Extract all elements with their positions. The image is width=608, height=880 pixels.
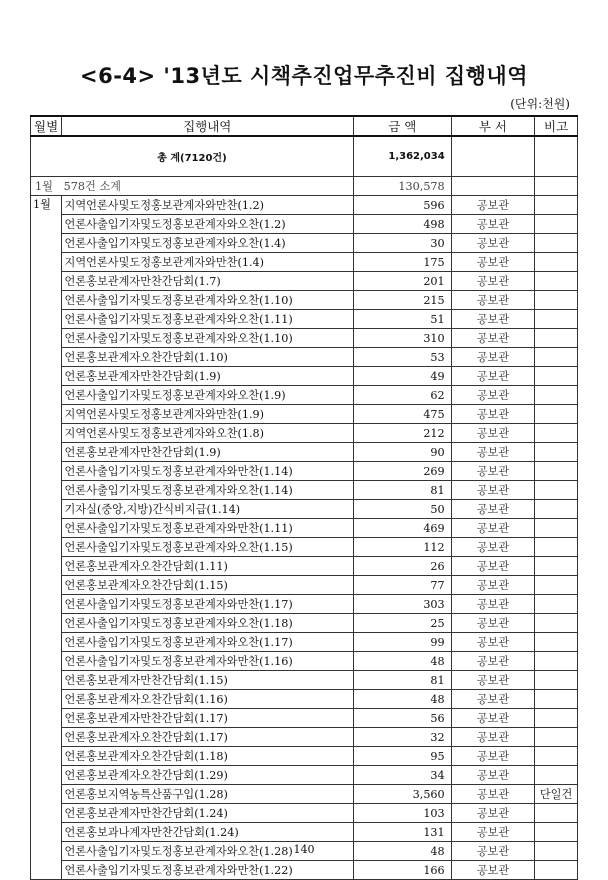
table-row xyxy=(31,690,578,709)
table-row xyxy=(31,310,578,329)
total-amount: 1,362,034 xyxy=(353,136,451,177)
amount-cell: 95 xyxy=(353,747,451,766)
item-cell: 언론사출입기자및도정홍보관계자와오찬(1.28) xyxy=(61,842,353,861)
table-row xyxy=(31,329,578,348)
note-cell xyxy=(535,481,578,500)
note-cell xyxy=(535,272,578,291)
unit-label: (단위:천원) xyxy=(510,97,570,111)
dept-cell: 공보관 xyxy=(451,747,535,766)
dept-cell: 공보관 xyxy=(451,405,535,424)
item-cell: 언론홍보관계자만찬간담회(1.9) xyxy=(61,367,353,386)
note-cell xyxy=(535,728,578,747)
note-cell xyxy=(535,215,578,234)
dept-cell: 공보관 xyxy=(451,690,535,709)
table-row xyxy=(31,367,578,386)
item-cell: 언론홍보관계자만찬간담회(1.7) xyxy=(61,272,353,291)
table-row xyxy=(31,291,578,310)
note-cell xyxy=(535,234,578,253)
amount-cell: 201 xyxy=(353,272,451,291)
dept-cell: 공보관 xyxy=(451,842,535,861)
table-row xyxy=(31,804,578,823)
amount-cell: 90 xyxy=(353,443,451,462)
dept-cell: 공보관 xyxy=(451,614,535,633)
dept-cell: 공보관 xyxy=(451,386,535,405)
header-item: 집행내역 xyxy=(61,116,353,136)
note-cell xyxy=(535,500,578,519)
dept-cell: 공보관 xyxy=(451,652,535,671)
dept-cell: 공보관 xyxy=(451,234,535,253)
amount-cell: 81 xyxy=(353,671,451,690)
note-cell xyxy=(535,538,578,557)
item-cell: 언론홍보관계자오찬간담회(1.15) xyxy=(61,576,353,595)
amount-cell: 48 xyxy=(353,690,451,709)
note-cell xyxy=(535,823,578,842)
dept-cell: 공보관 xyxy=(451,671,535,690)
table-row xyxy=(31,557,578,576)
amount-cell: 469 xyxy=(353,519,451,538)
note-cell xyxy=(535,386,578,405)
note-cell xyxy=(535,671,578,690)
table-row xyxy=(31,348,578,367)
header-note: 비고 xyxy=(535,116,578,136)
table-row xyxy=(31,443,578,462)
amount-cell: 30 xyxy=(353,234,451,253)
table-row xyxy=(31,538,578,557)
table-row xyxy=(31,215,578,234)
amount-cell: 112 xyxy=(353,538,451,557)
dept-cell: 공보관 xyxy=(451,595,535,614)
amount-cell: 475 xyxy=(353,405,451,424)
item-cell: 언론홍보관계자오찬간담회(1.29) xyxy=(61,766,353,785)
amount-cell: 51 xyxy=(353,310,451,329)
dept-cell: 공보관 xyxy=(451,557,535,576)
note-cell xyxy=(535,557,578,576)
table-row xyxy=(31,386,578,405)
dept-cell: 공보관 xyxy=(451,310,535,329)
dept-cell: 공보관 xyxy=(451,196,535,215)
item-cell: 언론사출입기자및도정홍보관계자와오찬(1.11) xyxy=(61,310,353,329)
item-cell: 언론사출입기자및도정홍보관계자와만찬(1.16) xyxy=(61,652,353,671)
dept-cell: 공보관 xyxy=(451,519,535,538)
item-cell: 언론사출입기자및도정홍보관계자와만찬(1.14) xyxy=(61,462,353,481)
table-row xyxy=(31,519,578,538)
item-cell: 언론사출입기자및도정홍보관계자와오찬(1.10) xyxy=(61,291,353,310)
dept-cell: 공보관 xyxy=(451,823,535,842)
amount-cell: 175 xyxy=(353,253,451,272)
item-cell: 언론홍보관계자만찬간담회(1.15) xyxy=(61,671,353,690)
amount-cell: 81 xyxy=(353,481,451,500)
table-row xyxy=(31,462,578,481)
dept-cell: 공보관 xyxy=(451,462,535,481)
amount-cell: 99 xyxy=(353,633,451,652)
note-cell xyxy=(535,804,578,823)
amount-cell: 26 xyxy=(353,557,451,576)
amount-cell: 34 xyxy=(353,766,451,785)
amount-cell: 269 xyxy=(353,462,451,481)
dept-cell: 공보관 xyxy=(451,804,535,823)
amount-cell: 25 xyxy=(353,614,451,633)
dept-cell: 공보관 xyxy=(451,709,535,728)
table-row xyxy=(31,196,578,215)
item-cell: 언론홍보관계자오찬간담회(1.17) xyxy=(61,728,353,747)
dept-cell: 공보관 xyxy=(451,538,535,557)
table-row xyxy=(31,823,578,842)
dept-cell: 공보관 xyxy=(451,215,535,234)
note-cell xyxy=(535,310,578,329)
subtotal-label xyxy=(31,177,354,196)
dept-cell: 공보관 xyxy=(451,329,535,348)
dept-cell: 공보관 xyxy=(451,272,535,291)
dept-cell: 공보관 xyxy=(451,785,535,804)
amount-cell: 131 xyxy=(353,823,451,842)
table-row xyxy=(31,481,578,500)
total-label: 총 계(7120건) xyxy=(31,136,354,177)
table-row xyxy=(31,424,578,443)
note-cell: 단일건 xyxy=(535,785,578,804)
note-cell xyxy=(535,291,578,310)
item-cell: 언론홍보과나계자만찬간담회(1.24) xyxy=(61,823,353,842)
subtotal-text: 578건 소계 xyxy=(63,180,121,193)
item-cell: 지역언론사및도정홍보관계자와만찬(1.2) xyxy=(61,196,353,215)
item-cell: 언론사출입기자및도정홍보관계자와오찬(1.15) xyxy=(61,538,353,557)
note-cell xyxy=(535,614,578,633)
subtotal-month: 1월 xyxy=(35,180,53,193)
note-cell xyxy=(535,766,578,785)
item-cell: 지역언론사및도정홍보관계자와만찬(1.4) xyxy=(61,253,353,272)
note-cell xyxy=(535,519,578,538)
amount-cell: 49 xyxy=(353,367,451,386)
table-row xyxy=(31,861,578,880)
dept-cell: 공보관 xyxy=(451,348,535,367)
dept-cell: 공보관 xyxy=(451,861,535,880)
note-cell xyxy=(535,405,578,424)
note-cell xyxy=(535,196,578,215)
item-cell: 언론홍보관계자만찬간담회(1.17) xyxy=(61,709,353,728)
note-cell xyxy=(535,348,578,367)
note-cell xyxy=(535,690,578,709)
expense-table xyxy=(30,115,578,880)
table-row xyxy=(31,595,578,614)
note-cell xyxy=(535,367,578,386)
amount-cell: 62 xyxy=(353,386,451,405)
amount-cell: 596 xyxy=(353,196,451,215)
note-cell xyxy=(535,747,578,766)
item-cell: 언론사출입기자및도정홍보관계자와오찬(1.9) xyxy=(61,386,353,405)
item-cell: 지역언론사및도정홍보관계자와오찬(1.8) xyxy=(61,424,353,443)
amount-cell: 77 xyxy=(353,576,451,595)
item-cell: 언론사출입기자및도정홍보관계자와오찬(1.10) xyxy=(61,329,353,348)
table-row xyxy=(31,747,578,766)
subtotal-amount: 130,578 xyxy=(353,177,451,196)
amount-cell: 53 xyxy=(353,348,451,367)
note-cell xyxy=(535,576,578,595)
item-cell: 언론홍보관계자오찬간담회(1.11) xyxy=(61,557,353,576)
dept-cell: 공보관 xyxy=(451,633,535,652)
subtotal-row xyxy=(31,177,578,196)
amount-cell: 303 xyxy=(353,595,451,614)
item-cell: 언론사출입기자및도정홍보관계자와오찬(1.17) xyxy=(61,633,353,652)
month-cell: 1월 xyxy=(31,196,62,880)
note-cell xyxy=(535,595,578,614)
amount-cell: 48 xyxy=(353,652,451,671)
dept-cell: 공보관 xyxy=(451,728,535,747)
subtotal-dept xyxy=(451,177,535,196)
note-cell xyxy=(535,633,578,652)
subtotal-note xyxy=(535,177,578,196)
item-cell: 언론홍보관계자만찬간담회(1.9) xyxy=(61,443,353,462)
total-row xyxy=(31,136,578,177)
item-cell: 언론사출입기자및도정홍보관계자와오찬(1.18) xyxy=(61,614,353,633)
total-dept xyxy=(451,136,535,177)
amount-cell: 310 xyxy=(353,329,451,348)
table-row xyxy=(31,785,578,804)
amount-cell: 56 xyxy=(353,709,451,728)
dept-cell: 공보관 xyxy=(451,576,535,595)
table-row xyxy=(31,253,578,272)
item-cell: 언론홍보관계자오찬간담회(1.16) xyxy=(61,690,353,709)
amount-cell: 3,560 xyxy=(353,785,451,804)
dept-cell: 공보관 xyxy=(451,481,535,500)
item-cell: 언론홍보지역농특산품구입(1.28) xyxy=(61,785,353,804)
header-amount: 금 액 xyxy=(353,116,451,136)
table-row xyxy=(31,614,578,633)
table-row xyxy=(31,652,578,671)
item-cell: 언론사출입기자및도정홍보관계자와오찬(1.14) xyxy=(61,481,353,500)
item-cell: 언론사출입기자및도정홍보관계자와오찬(1.2) xyxy=(61,215,353,234)
dept-cell: 공보관 xyxy=(451,766,535,785)
item-cell: 언론홍보관계자만찬간담회(1.24) xyxy=(61,804,353,823)
table-row xyxy=(31,671,578,690)
table-row xyxy=(31,272,578,291)
note-cell xyxy=(535,443,578,462)
dept-cell: 공보관 xyxy=(451,424,535,443)
note-cell xyxy=(535,424,578,443)
dept-cell: 공보관 xyxy=(451,443,535,462)
item-cell: 언론홍보관계자오찬간담회(1.18) xyxy=(61,747,353,766)
amount-cell: 48 xyxy=(353,842,451,861)
table-row xyxy=(31,576,578,595)
table-row xyxy=(31,234,578,253)
dept-cell: 공보관 xyxy=(451,253,535,272)
note-cell xyxy=(535,462,578,481)
amount-cell: 50 xyxy=(353,500,451,519)
item-cell: 언론사출입기자및도정홍보관계자와만찬(1.11) xyxy=(61,519,353,538)
amount-cell: 166 xyxy=(353,861,451,880)
item-cell: 언론사출입기자및도정홍보관계자와만찬(1.17) xyxy=(61,595,353,614)
item-cell: 언론홍보관계자오찬간담회(1.10) xyxy=(61,348,353,367)
item-cell: 언론사출입기자및도정홍보관계자와만찬(1.22) xyxy=(61,861,353,880)
dept-cell: 공보관 xyxy=(451,367,535,386)
table-row xyxy=(31,766,578,785)
item-cell: 기자실(중앙,지방)간식비지급(1.14) xyxy=(61,500,353,519)
table-row xyxy=(31,728,578,747)
table-row xyxy=(31,633,578,652)
table-row xyxy=(31,709,578,728)
dept-cell: 공보관 xyxy=(451,291,535,310)
note-cell xyxy=(535,329,578,348)
amount-cell: 212 xyxy=(353,424,451,443)
amount-cell: 215 xyxy=(353,291,451,310)
table-row xyxy=(31,500,578,519)
item-cell: 지역언론사및도정홍보관계자와만찬(1.9) xyxy=(61,405,353,424)
page-number: 140 xyxy=(293,843,315,856)
amount-cell: 498 xyxy=(353,215,451,234)
page-title: <6-4> '13년도 시책추진업무추진비 집행내역 xyxy=(79,64,528,88)
table-header-row xyxy=(31,116,578,136)
note-cell xyxy=(535,652,578,671)
header-dept: 부 서 xyxy=(451,116,535,136)
note-cell xyxy=(535,253,578,272)
note-cell xyxy=(535,709,578,728)
amount-cell: 103 xyxy=(353,804,451,823)
dept-cell: 공보관 xyxy=(451,500,535,519)
header-month: 월별 xyxy=(31,116,62,136)
total-note xyxy=(535,136,578,177)
amount-cell: 32 xyxy=(353,728,451,747)
table-row xyxy=(31,405,578,424)
item-cell: 언론사출입기자및도정홍보관계자와오찬(1.4) xyxy=(61,234,353,253)
note-cell xyxy=(535,861,578,880)
